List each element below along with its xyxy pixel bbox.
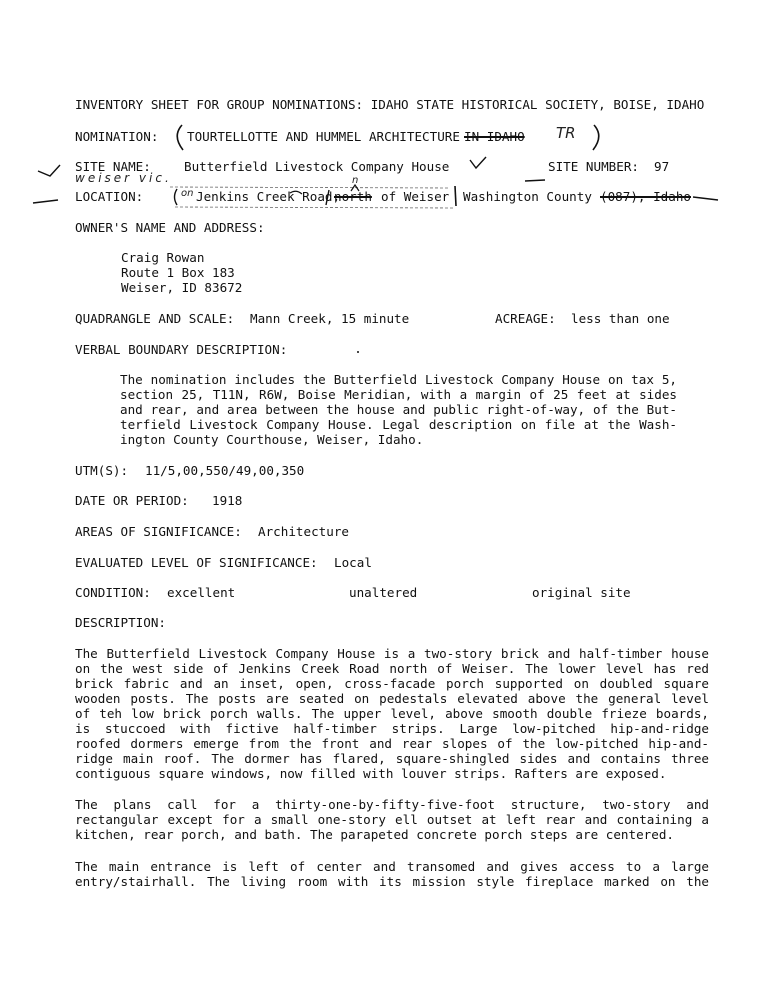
date-value: 1918 [212,493,243,508]
utm-label: UTM(S): [75,463,129,478]
site-number-label: SITE NUMBER: [548,159,639,174]
date-label: DATE OR PERIOD: [75,493,189,508]
location-label: LOCATION: [75,189,144,204]
level-label: EVALUATED LEVEL OF SIGNIFICANCE: [75,555,318,570]
acreage-label: ACREAGE: [495,311,556,326]
description-line: The Butterfield Livestock Company House is a two-story brick and half-timber house [75,646,709,661]
description-label: DESCRIPTION: [75,615,166,630]
location-handwritten-n: n [352,175,359,186]
description-line: roofed dormers emerge from the front and rear slopes of the low-pitched hip-and- [75,736,709,751]
location-bracket-right [455,186,456,206]
location-road: Jenkins Creek Road, [196,189,341,204]
nomination-label: NOMINATION: [75,129,159,144]
description-line: The main entrance is left of center and transomed and gives access to a large [75,859,709,874]
utm-value: 11/5,00,550/49,00,350 [145,463,305,478]
quadrangle-value: Mann Creek, 15 minute [250,311,410,326]
location-handwritten-on: on [181,188,194,199]
site-number-value: 97 [654,159,670,174]
nomination-handwritten-tr: TR [556,124,576,142]
site-name-label: SITE NAME: [75,159,151,174]
nomination-struck-text: IN IDAHO [464,129,525,144]
description-line: ridge main roof. The dormer has flared, square-shingled sides and contains three [75,751,709,766]
location-end-dash [693,197,718,200]
owner-label: OWNER'S NAME AND ADDRESS: [75,220,265,235]
description-line: contiguous square windows, now filled with louver strips. Rafters are exposed. [75,766,667,781]
boundary-line: section 25, T11N, R6W, Boise Meridian, with a margin of 25 feet at sides [120,387,677,402]
description-line: entry/stairhall. The living room with its mission style fireplace marked on the [75,874,709,889]
site-name-tick [470,157,486,168]
description-line: The plans call for a thirty-one-by-fifty-five-foot structure, two-story and [75,797,709,812]
condition-unaltered: unaltered [349,585,418,600]
condition-label: CONDITION: [75,585,151,600]
owner-city-line: Weiser, ID 83672 [121,280,243,295]
nomination-open-paren [177,125,183,150]
location-handwritten-weiser-vic: weiser vic. [75,171,172,185]
description-line: rectangular except for a small one-story ell outset at left rear and containing a [75,812,709,827]
owner-name: Craig Rowan [121,250,205,265]
site-number-dash [525,180,545,181]
nomination-value: TOURTELLOTTE AND HUMMEL ARCHITECTURE [187,129,460,144]
description-line: brick fabric and an inset, open, cross-facade porch supported on doubled square [75,676,709,691]
location-dashed-line [170,187,450,188]
location-dashed-line-2 [175,207,455,208]
description-line: is stuccoed with fictive half-timber strips. Large low-pitched hip-and-ridge [75,721,709,736]
boundary-line: ington County Courthouse, Weiser, Idaho. [120,432,424,447]
description-line: kitchen, rear porch, and bath. The parapeted concrete porch steps are centered. [75,827,674,842]
condition-excellent: excellent [167,585,236,600]
site-name-value: Butterfield Livestock Company House [184,159,450,174]
location-county: Washington County [463,189,592,204]
document-header: INVENTORY SHEET FOR GROUP NOMINATIONS: IDAHO STATE HISTORICAL SOCIETY, BOISE, IDAHO [75,97,705,112]
boundary-line: and rear, and area between the house and public right-of-way, of the But- [120,402,677,417]
condition-original-site: original site [532,585,631,600]
location-struck-north: north [334,189,372,204]
description-line: wooden posts. The posts are seated on pedestals elevated above the general level [75,691,709,706]
location-struck-code: (087), Idaho [600,189,691,204]
stray-dot [357,351,359,353]
acreage-value: less than one [571,311,670,326]
areas-label: AREAS OF SIGNIFICANCE: [75,524,242,539]
location-left-dash [33,200,58,203]
description-line: on the west side of Jenkins Creek Road north of Weiser. The lower level has red [75,661,709,676]
boundary-line: The nomination includes the Butterfield Livestock Company House on tax 5, [120,372,677,387]
quadrangle-label: QUADRANGLE AND SCALE: [75,311,235,326]
site-name-left-check [38,165,60,176]
areas-value: Architecture [258,524,349,539]
level-value: Local [334,555,372,570]
location-of-weiser: of Weiser [381,189,450,204]
location-bracket-left [175,189,178,205]
description-line: of teh low brick porch walls. The upper level, above smooth double frieze boards, [75,706,709,721]
nomination-close-paren [593,125,599,150]
owner-address-line: Route 1 Box 183 [121,265,235,280]
boundary-line: terfield Livestock Company House. Legal description on file at the Wash- [120,417,677,432]
boundary-label: VERBAL BOUNDARY DESCRIPTION: [75,342,288,357]
